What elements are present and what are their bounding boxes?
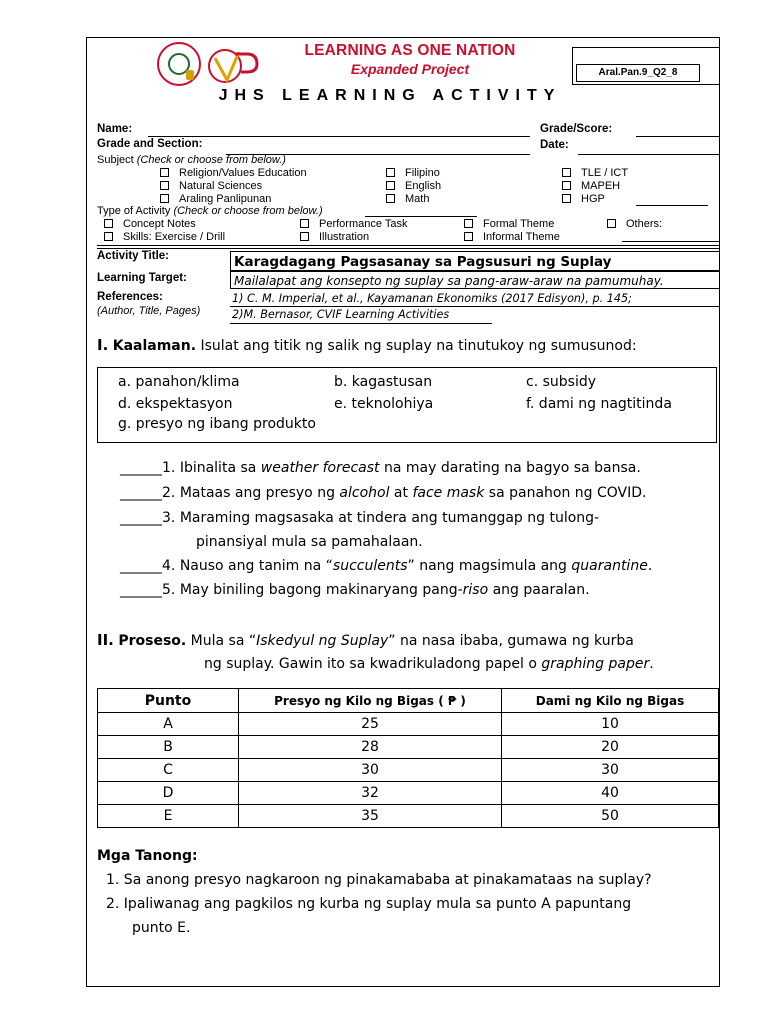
checkbox-icon[interactable]: [104, 232, 113, 241]
answer-blank[interactable]: ______: [120, 558, 162, 574]
activity-type-heading: [97, 205, 323, 217]
table-cell: E: [98, 805, 239, 828]
table-row: [98, 713, 719, 736]
activity-type-option[interactable]: Performance Task: [300, 218, 407, 230]
others-field[interactable]: [622, 241, 720, 242]
question-item: ______2. Mataas ang presyo ng alcohol at face mask sa panahon ng COVID.: [120, 485, 647, 501]
table-cell: D: [98, 782, 239, 805]
checkbox-icon[interactable]: [160, 168, 169, 177]
choice-item: d. ekspektasyon: [118, 396, 233, 412]
checkbox-icon[interactable]: [464, 219, 473, 228]
activity-type-field[interactable]: [365, 216, 477, 217]
activity-type-option[interactable]: Skills: Exercise / Drill: [104, 231, 225, 243]
checkbox-icon[interactable]: [300, 232, 309, 241]
checkbox-icon[interactable]: [562, 181, 571, 190]
hgp-field[interactable]: [636, 205, 708, 206]
question-item: ______5. May biniling bagong makinaryang pang-riso ang paaralan.: [120, 582, 590, 598]
table-cell: C: [98, 759, 239, 782]
question-item: ______4. Nauso ang tanim na “succulents” nang magsimula ang quarantine.: [120, 558, 653, 574]
question-item: 1. Sa anong presyo nagkaroon ng pinakamababa at pinakamataas na suplay?: [106, 872, 652, 888]
references-hint: (Author, Title, Pages): [97, 305, 201, 317]
checkbox-icon[interactable]: [300, 219, 309, 228]
reference-line: [230, 323, 492, 324]
table-cell: 40: [502, 782, 719, 805]
division-logo: [205, 44, 267, 86]
checkbox-icon[interactable]: [104, 219, 113, 228]
table-cell: B: [98, 736, 239, 759]
school-seal-logo: [157, 42, 201, 86]
choice-item: c. subsidy: [526, 374, 597, 390]
code-box: [572, 47, 720, 85]
section2-title: Proseso.: [118, 633, 187, 649]
reference-item: 1) C. M. Imperial, et al., Kayamanan Ekonomiks (2017 Edisyon), p. 145;: [232, 292, 632, 305]
activity-type-option[interactable]: Illustration: [300, 231, 369, 243]
checkbox-icon[interactable]: [464, 232, 473, 241]
supply-schedule-table: [97, 688, 719, 828]
date-label: Date:: [540, 139, 569, 151]
date-field[interactable]: [578, 154, 720, 155]
program-subtitle: Expanded Project: [350, 61, 470, 77]
activity-code: Aral.Pan.9_Q2_8: [576, 64, 700, 82]
checkbox-icon[interactable]: [386, 168, 395, 177]
subject-option[interactable]: English: [386, 180, 441, 192]
table-cell: 30: [239, 759, 502, 782]
section2-heading: II. Proseso. Mula sa “Iskedyul ng Suplay” na nasa ibaba, gumawa ng kurba: [97, 631, 634, 649]
grade-score-field[interactable]: [636, 136, 720, 137]
section1-number: I.: [97, 336, 109, 354]
section1-instruction: Isulat ang titik ng salik ng suplay na tinutukoy ng sumusunod:: [200, 338, 637, 354]
question-item: 2. Ipaliwanag ang pagkilos ng kurba ng suplay mula sa punto A papuntang: [106, 896, 632, 912]
subject-hint: (Check or choose from below.): [136, 154, 286, 166]
table-cell: 35: [239, 805, 502, 828]
activity-type-option[interactable]: Concept Notes: [104, 218, 196, 230]
subject-option[interactable]: Filipino: [386, 167, 440, 179]
checkbox-icon[interactable]: [160, 181, 169, 190]
table-cell: 25: [239, 713, 502, 736]
questions-title: Mga Tanong:: [97, 848, 198, 864]
column-header: Dami ng Kilo ng Bigas: [502, 689, 719, 713]
subject-option[interactable]: Religion/Values Education: [160, 167, 307, 179]
answer-blank[interactable]: ______: [120, 582, 162, 598]
choice-item: f. dami ng nagtitinda: [526, 396, 672, 412]
answer-blank[interactable]: ______: [120, 485, 162, 501]
table-cell: 30: [502, 759, 719, 782]
subject-heading: [97, 154, 286, 166]
checkbox-icon[interactable]: [386, 194, 395, 203]
activity-heading: JHS LEARNING ACTIVITY: [218, 87, 562, 104]
learning-target: Mailalapat ang konsepto ng suplay sa pang-araw-araw na pamumuhay.: [230, 271, 720, 289]
table-cell: 28: [239, 736, 502, 759]
table-cell: 32: [239, 782, 502, 805]
activity-type-hint: (Check or choose from below.): [173, 205, 323, 217]
subject-option[interactable]: TLE / ICT: [562, 167, 628, 179]
activity-type-label: Type of Activity: [97, 205, 171, 217]
checkbox-icon[interactable]: [160, 194, 169, 203]
table-cell: 20: [502, 736, 719, 759]
checkbox-icon[interactable]: [607, 219, 616, 228]
subject-option[interactable]: HGP: [562, 193, 605, 205]
choice-item: b. kagastusan: [334, 374, 433, 390]
divider: [97, 248, 720, 249]
subject-option[interactable]: Natural Sciences: [160, 180, 262, 192]
section1-heading: [97, 336, 637, 354]
question-item-continued: pinansiyal mula sa pamahalaan.: [196, 534, 423, 550]
choice-item: e. teknolohiya: [334, 396, 434, 412]
question-item: ______3. Maraming magsasaka at tindera ang tumanggap ng tulong-: [120, 510, 600, 526]
table-cell: 50: [502, 805, 719, 828]
table-cell: 10: [502, 713, 719, 736]
table-row: [98, 736, 719, 759]
divider: [97, 245, 720, 246]
checkbox-icon[interactable]: [386, 181, 395, 190]
activity-type-option[interactable]: Others:: [607, 218, 662, 230]
table-row: [98, 782, 719, 805]
table-cell: A: [98, 713, 239, 736]
checkbox-icon[interactable]: [562, 168, 571, 177]
question-item-continued: punto E.: [132, 920, 191, 936]
answer-blank[interactable]: ______: [120, 460, 162, 476]
section2-number: II.: [97, 631, 114, 649]
section1-title: Kaalaman.: [112, 338, 197, 354]
question-item: ______1. Ibinalita sa weather forecast na may darating na bagyo sa bansa.: [120, 460, 641, 476]
table-row: [98, 759, 719, 782]
table-row: [98, 805, 719, 828]
checkbox-icon[interactable]: [562, 194, 571, 203]
column-header: Punto: [98, 689, 239, 713]
subject-option[interactable]: Araling Panlipunan: [160, 193, 271, 205]
name-field[interactable]: [148, 136, 530, 137]
activity-title-label: Activity Title:: [97, 250, 169, 262]
answer-blank[interactable]: ______: [120, 510, 162, 526]
subject-label: Subject: [97, 154, 134, 166]
grade-score-label: Grade/Score:: [540, 123, 613, 135]
column-header: Presyo ng Kilo ng Bigas ( ₱ ): [239, 689, 502, 713]
reference-line: [230, 306, 720, 307]
activity-type-option[interactable]: Formal Theme: [464, 218, 554, 230]
table-header-row: [98, 689, 719, 713]
activity-title: Karagdagang Pagsasanay sa Pagsusuri ng Suplay: [230, 251, 720, 271]
learning-target-label: Learning Target:: [97, 272, 187, 284]
subject-option[interactable]: Math: [386, 193, 429, 205]
references-label: References:: [97, 291, 163, 303]
reference-item: 2)M. Bernasor, CVIF Learning Activities: [232, 308, 450, 321]
activity-type-option[interactable]: Informal Theme: [464, 231, 560, 243]
grade-section-label: Grade and Section:: [97, 138, 203, 150]
section2-instruction-line2: ng suplay. Gawin ito sa kwadrikuladong papel o graphing paper.: [204, 656, 654, 672]
subject-option[interactable]: MAPEH: [562, 180, 620, 192]
program-title: LEARNING AS ONE NATION: [304, 42, 516, 59]
choice-item: g. presyo ng ibang produkto: [118, 416, 316, 432]
choice-item: a. panahon/klima: [118, 374, 240, 390]
name-label: Name:: [97, 123, 133, 135]
